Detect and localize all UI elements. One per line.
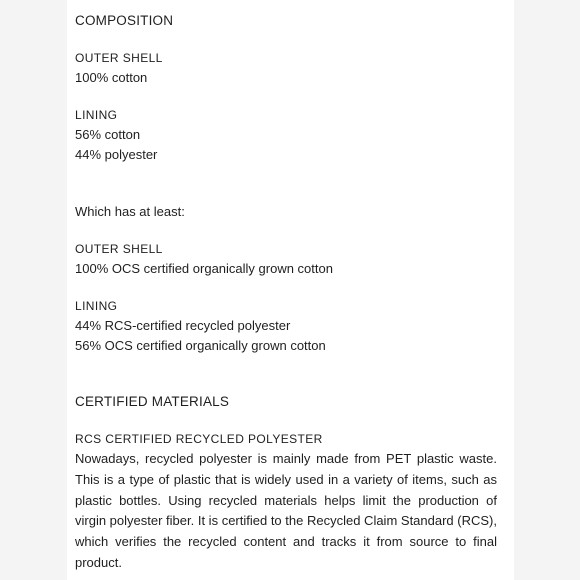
outer-shell-line: 100% cotton [75, 70, 148, 85]
composition-heading: COMPOSITION [75, 13, 174, 28]
lining-label: LINING [75, 108, 118, 122]
right-margin [514, 0, 580, 580]
outer-shell-label: OUTER SHELL [75, 242, 163, 256]
rcs-description: Nowadays, recycled polyester is mainly made from PET plastic waste. This is a type of plastic that is widely used in a variety of items, such as plastic bottles. Using recycled materials helps limit the production of virgin polyester fiber. It is certified to the Recycled Claim Standard (RCS), which verifies the recycled content and tracks it from source to final product. [75, 451, 497, 570]
outer-shell-label: OUTER SHELL [75, 51, 163, 65]
lining-line: 44% RCS-certified recycled polyester [75, 318, 291, 333]
left-margin [0, 0, 67, 580]
at-least-intro: Which has at least: [75, 204, 185, 219]
lining-line: 44% polyester [75, 147, 158, 162]
rcs-label: RCS CERTIFIED RECYCLED POLYESTER [75, 432, 323, 446]
composition-panel [67, 0, 514, 580]
lining-label: LINING [75, 299, 118, 313]
outer-shell-line: 100% OCS certified organically grown cotton [75, 261, 333, 276]
lining-line: 56% cotton [75, 127, 141, 142]
lining-line: 56% OCS certified organically grown cotton [75, 338, 326, 353]
certified-materials-heading: CERTIFIED MATERIALS [75, 394, 230, 409]
